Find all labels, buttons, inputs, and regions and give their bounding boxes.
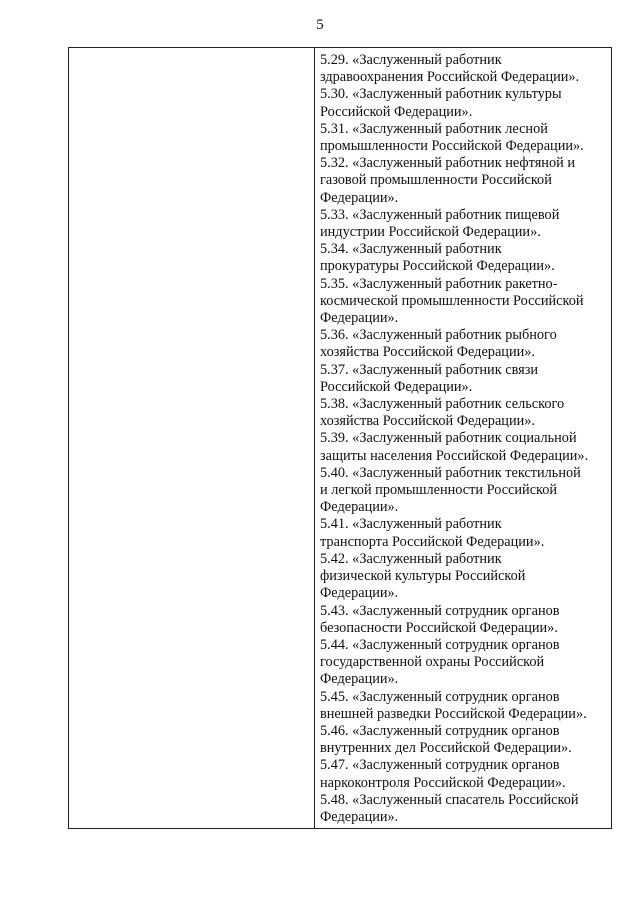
list-item — [320, 516, 610, 550]
entry-line: индустрии Российской Федерации». — [320, 224, 541, 241]
entry-line: 5.45. «Заслуженный сотрудник органов — [320, 688, 560, 705]
list-item — [320, 430, 610, 464]
entry-line: 5.38. «Заслуженный работник сельского — [320, 396, 565, 413]
entry-line: 5.39. «Заслуженный работник социальной — [320, 430, 577, 447]
entry-line: хозяйства Российской Федерации». — [320, 413, 535, 430]
entry-line: защиты населения Российской Федерации». — [320, 447, 589, 464]
entry-line: 5.37. «Заслуженный работник связи — [320, 361, 539, 378]
list-item — [320, 396, 610, 430]
entry-line: 5.35. «Заслуженный работник ракетно- — [320, 275, 558, 292]
table-right-cell — [320, 52, 610, 826]
entry-line: 5.33. «Заслуженный работник пищевой — [320, 206, 560, 223]
list-item — [320, 723, 610, 757]
entry-line: 5.42. «Заслуженный работник — [320, 550, 502, 567]
entry-line: 5.43. «Заслуженный сотрудник органов — [320, 602, 560, 619]
list-item — [320, 757, 610, 791]
page-number: 5 — [316, 17, 324, 33]
entry-line: 5.30. «Заслуженный работник культуры — [320, 86, 562, 103]
entry-line: Федерации». — [320, 671, 399, 688]
list-item — [320, 276, 610, 328]
entry-line: газовой промышленности Российской — [320, 172, 552, 189]
entry-line: безопасности Российской Федерации». — [320, 619, 558, 636]
entry-line: транспорта Российской Федерации». — [320, 533, 545, 550]
list-item — [320, 52, 610, 86]
entry-line: государственной охраны Российской — [320, 654, 545, 671]
entry-line: Федерации». — [320, 310, 399, 327]
list-item — [320, 207, 610, 241]
entry-line: внешней разведки Российской Федерации». — [320, 705, 587, 722]
list-item — [320, 155, 610, 207]
entry-line: Федерации». — [320, 808, 399, 825]
entry-line: 5.48. «Заслуженный спасатель Российской — [320, 791, 579, 808]
entry-line: 5.32. «Заслуженный работник нефтяной и — [320, 155, 575, 172]
entry-line: Российской Федерации». — [320, 378, 473, 395]
list-item — [320, 637, 610, 689]
entry-line: Федерации». — [320, 585, 399, 602]
table-left-cell — [69, 48, 314, 828]
entry-line: 5.46. «Заслуженный сотрудник органов — [320, 722, 560, 739]
entry-line: промышленности Российской Федерации». — [320, 138, 584, 155]
entry-line: 5.47. «Заслуженный сотрудник органов — [320, 757, 560, 774]
entry-line: здравоохранения Российской Федерации». — [320, 69, 580, 86]
entry-line: 5.31. «Заслуженный работник лесной — [320, 120, 548, 137]
list-item — [320, 241, 610, 275]
entry-line: и легкой промышленности Российской — [320, 482, 558, 499]
list-item — [320, 362, 610, 396]
column-divider — [314, 48, 315, 828]
list-item — [320, 551, 610, 603]
entry-line: Российской Федерации». — [320, 103, 473, 120]
list-item — [320, 327, 610, 361]
entry-line: Федерации». — [320, 189, 399, 206]
entry-line: 5.36. «Заслуженный работник рыбного — [320, 327, 557, 344]
entry-line: прокуратуры Российской Федерации». — [320, 258, 555, 275]
entry-line: космической промышленности Российской — [320, 292, 584, 309]
list-item — [320, 689, 610, 723]
entry-line: 5.40. «Заслуженный работник текстильной — [320, 464, 581, 481]
document-table — [68, 47, 612, 829]
list-item — [320, 121, 610, 155]
entry-line: 5.44. «Заслуженный сотрудник органов — [320, 636, 560, 653]
entry-line: внутренних дел Российской Федерации». — [320, 740, 572, 757]
entry-line: наркоконтроля Российской Федерации». — [320, 774, 566, 791]
list-item — [320, 792, 610, 826]
list-item — [320, 465, 610, 517]
entry-line: хозяйства Российской Федерации». — [320, 344, 535, 361]
entry-line: 5.34. «Заслуженный работник — [320, 241, 502, 258]
list-item — [320, 603, 610, 637]
list-item — [320, 86, 610, 120]
entry-line: 5.41. «Заслуженный работник — [320, 516, 502, 533]
entry-line: 5.29. «Заслуженный работник — [320, 52, 502, 68]
entry-line: физической культуры Российской — [320, 568, 526, 585]
entry-line: Федерации». — [320, 499, 399, 516]
